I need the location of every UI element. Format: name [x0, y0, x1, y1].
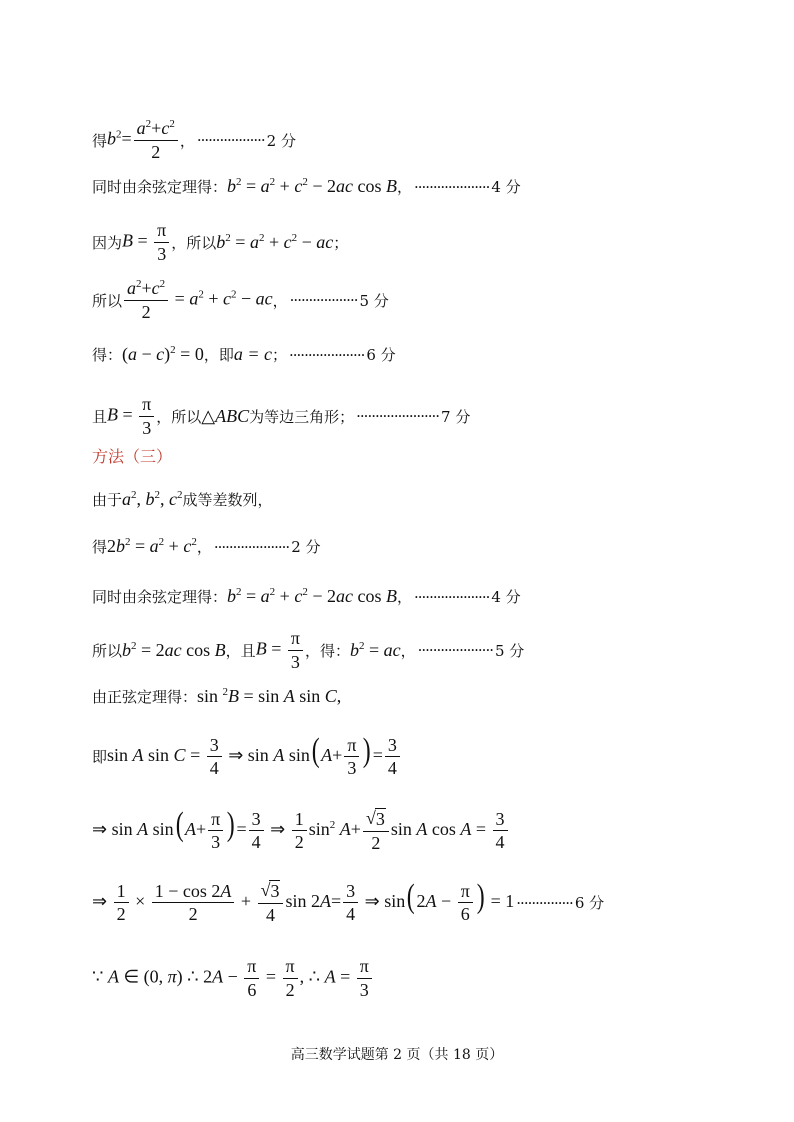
equation: $b^2 = a^2 + c^2 - 2ac$ cos B	[227, 586, 397, 606]
text: 由正弦定理得：	[92, 688, 198, 706]
text: 所以	[92, 641, 123, 660]
step-line-6	[92, 394, 470, 438]
score: 5 分	[495, 641, 525, 660]
step-line-5	[92, 344, 396, 365]
equation: B = $\frac{\pi}{3}$	[122, 220, 171, 264]
step-line-15	[92, 880, 604, 926]
dots: ····················	[414, 587, 490, 606]
text: ，得：	[304, 641, 350, 660]
text: 得	[92, 131, 108, 150]
step-line-1: 得 $b^2=$ $\frac{a^2+c^2}{2}$ ， ·················· 2 分	[92, 118, 296, 162]
dots: ····················	[213, 537, 290, 556]
score: 5 分	[359, 291, 389, 310]
equation: $b^2 = 2ac$ cos B	[122, 639, 226, 660]
text: 成等差数列，	[182, 491, 273, 509]
equation: sin $^2$B = sin A sin C,	[197, 686, 342, 706]
equation: ∵ A ∈ (0, π) ∴ 2A − $\frac{\pi}{6}$ = $\frac{\pi}{2}$ , ∴ A = $\frac{\pi}{3}$	[92, 956, 374, 1000]
step-line-10: 同时由余弦定理得： $b^2 = a^2 + c^2 - 2ac$ cos B ， ···················· 4 分	[92, 586, 521, 606]
dots: ······················	[356, 407, 440, 426]
dots: ····················	[417, 641, 493, 660]
equation: $b^2=$ $\frac{a^2+c^2}{2}$	[107, 118, 180, 162]
text: ；	[271, 346, 287, 364]
equation: $\frac{a^2+c^2}{2}$ = $a^2 + c^2$ − ac	[122, 278, 273, 322]
step-line-12	[92, 686, 341, 707]
equation: △ABC	[201, 405, 250, 426]
text: 同时由余弦定理得：	[92, 178, 228, 196]
score: 4 分	[491, 178, 521, 196]
equation: $b^2$ = ac	[349, 639, 401, 660]
page-footer: 高三数学试题第 2 页（共 18 页）	[290, 1047, 504, 1063]
equation: $2b^2 = a^2 + c^2$	[107, 536, 197, 556]
equation: B = $\frac{\pi}{3}$	[107, 394, 156, 438]
equation: $b^2 = a^2 + c^2$ − ac	[216, 231, 334, 252]
text: ；	[333, 233, 349, 252]
step-line-9: 得 $2b^2 = a^2 + c^2$ ， ···················· 2 分	[92, 536, 321, 556]
text: 因为	[92, 233, 123, 252]
dots: ··················	[289, 291, 358, 310]
text: ，且	[225, 641, 256, 660]
step-line-14	[92, 808, 510, 854]
equation: a = c	[233, 344, 272, 364]
step-line-8	[92, 489, 273, 510]
text: 由于	[92, 491, 123, 509]
text: 为等边三角形；	[249, 407, 355, 426]
step-line-3	[92, 220, 348, 264]
equation: ⇒ sin A sin(A+ $\frac{\pi}{3}$ )= $\frac{3}{4}$ ⇒ $\frac{1}{2}$ $\sin^2 A+$ √ 3 2 sin A cos A = $\frac{3}{4}$	[92, 808, 510, 854]
equation: ⇒ $\frac{1}{2}$ × $\frac{1 - \cos 2A}{2}$ + √ 3 4 sin 2A= $\frac{3}{4}$ ⇒ sin(2A − $\frac{\pi}{6}$ ) = 1	[92, 878, 515, 925]
text: 所以	[92, 291, 123, 310]
score: 4 分	[491, 588, 521, 606]
score: 6 分	[574, 894, 605, 913]
dots: ····················	[289, 345, 365, 364]
equation: $a^2$, $b^2$, $c^2$	[122, 489, 183, 509]
dots: ···············	[516, 893, 573, 912]
text: 且	[92, 407, 108, 426]
step-line-16	[92, 956, 374, 1000]
text: ，所以	[171, 233, 217, 252]
text: 得	[92, 538, 108, 556]
method-heading: 方法（三）	[92, 447, 173, 466]
text: 即	[92, 748, 108, 767]
step-line-13	[92, 734, 402, 779]
step-line-4: 所以 $\frac{a^2+c^2}{2}$ = $a^2 + c^2$ − ac ， ·················· 5 分	[92, 278, 389, 322]
step-line-11: 所以 $b^2 = 2ac$ cos B ，且 B = $\frac{\pi}{3}$ ，得： $b^2$ = ac ， ···················· 5 分	[92, 628, 525, 672]
score: 6 分	[366, 346, 396, 364]
dots: ··················	[196, 131, 265, 150]
equation: $b^2 = a^2 + c^2 - 2ac$ cos B	[227, 176, 397, 196]
equation: $(a - c)^2 = 0$	[122, 344, 204, 364]
text: 同时由余弦定理得：	[92, 588, 228, 606]
score: 2 分	[266, 131, 296, 150]
score: 7 分	[441, 407, 471, 426]
text: ，所以	[156, 407, 202, 426]
text: ，即	[203, 346, 234, 364]
equation: B = $\frac{\pi}{3}$	[256, 628, 305, 672]
text: 得：	[92, 346, 123, 364]
score: 2 分	[291, 538, 321, 556]
equation: sin A sin C = $\frac{3}{4}$ ⇒ sin A sin(A+ $\frac{\pi}{3}$ )= $\frac{3}{4}$	[107, 734, 402, 779]
dots: ····················	[414, 177, 490, 196]
step-line-2: 同时由余弦定理得： $b^2 = a^2 + c^2 - 2ac$ cos B ， ···················· 4 分	[92, 176, 521, 196]
